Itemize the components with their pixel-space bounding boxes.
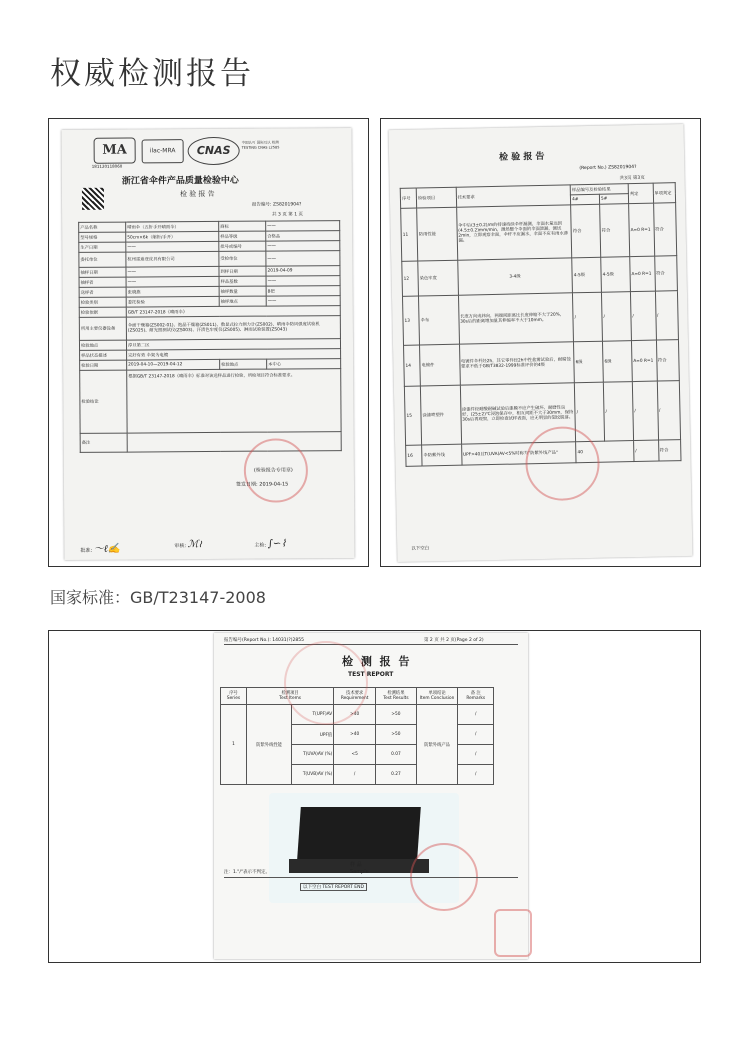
table-row: 序号 检验项目 技术要求 样品编号及检验结果 判定 单项判定 <box>400 183 675 199</box>
table-row: 15 涂漆喷塑件 涂漆件经耐酸耐碱试验后漆膜不应产生破坏、耐磨性良好，(25±2)℃浸泡保存中，相互间距不大于30mm，保持30s后再观察，立即检查试样表面，应无明显的裂纹脱落。 / / / / <box>404 381 680 446</box>
header-cell: 备 注 Remarks <box>458 688 494 705</box>
table-row: 14 电镀件 电镀件伞杆经2h，其它零件经2h中性盐雾试验后，耐腐蚀要求不低于GB/T3832-1999标准评价的4级 6级 6级 A=0 R=1 符合 <box>404 340 680 387</box>
report-image-cover <box>48 118 369 567</box>
table-row: 抽样日期 —— 到样日期 2019-04-09 <box>79 266 340 278</box>
report-title: 检 验 报 告 <box>499 151 545 163</box>
corner-seal <box>494 909 532 957</box>
table-row: 型号规格 50cm×6k（缩折/手开） 样品等级 合格品 <box>79 231 340 243</box>
table-row: 11 防雨性能 伞中后(3±0.2)/m的持速持续伞杆漏测，伞面水量达到(4.5±0.2)mm/min，测然整个伞面的伞面泄漏，测试2min，立即观察伞面，伞杆不应漏水，伞面不应有雨水渗漏。 符合 符合 A=0 R=1 符合 <box>401 203 677 262</box>
title-en: TEST REPORT <box>348 671 394 678</box>
header-cell: 技术要求 Requirement <box>334 688 376 705</box>
table-row: 12 染色牢度 3-4级 4-5级 4-5级 A=0 R=1 符合 <box>402 256 678 297</box>
table-row: 检验类别 委托检验 抽样地点 —— <box>79 296 340 308</box>
review-signature: 审核: ℳ≀ <box>174 539 203 551</box>
table-row: 检验依据 GB/T 23147-2018《晴雨伞》 <box>79 306 340 318</box>
table-row: 检验地点 淳旦第二区 <box>79 339 340 351</box>
header-rule <box>224 644 518 645</box>
header-cell: 检测项目 Test Items <box>246 688 333 705</box>
results-table <box>400 182 682 467</box>
header-cell: 序号 Series <box>221 688 247 705</box>
approve-signature: 批准: ～ℓ✍ <box>80 543 121 555</box>
table-row: 委托单位 杭州雷迪登皮具有限公司 受检单位 —— <box>79 251 340 268</box>
header-cell: 检测结果 Test Results <box>376 688 417 705</box>
table-row: 13 伞布 长度方向或纬向，两端间距离比长度伸缩不大于20%，30s后的距离增加量其伸缩率不大于10mm。 / / / / <box>402 291 678 346</box>
table-row: 16 伞防紫外线 UPF>40且T(UVA)AV<5%时称为"防紫外线产品" 40 / 符合 <box>406 440 681 467</box>
page-title: 权威检测报告 <box>50 56 254 92</box>
report-no: 报告编号: ZS8201904? <box>252 202 302 208</box>
report-results-sheet <box>389 124 693 562</box>
standard-label: 国家标准：GB/T23147-2008 <box>50 588 266 607</box>
sample-label-en: Sample <box>350 869 369 875</box>
table-row: 备注 <box>80 432 341 453</box>
table-row: T(UVB)AV (%) / 0.27 / <box>221 765 494 785</box>
page-info: 共 3 页 第 1 页 <box>272 212 304 218</box>
table-row: 4# 5# <box>400 193 675 209</box>
fabric-sample <box>297 807 421 859</box>
sample-label-cn: 样 品 <box>350 862 362 868</box>
report-title: 检 验 报 告 <box>179 189 215 199</box>
report-end: 以下空白 TEST REPORT END <box>300 883 367 891</box>
table-row: 所用主要仪器设备 伞面干燥箱(ZS002-01)、饱晶干燥箱(ZS011)、数显式拉力测力计(ZS002)、晴雨伞防风强度试验机(ZS025)、耐光照测试仪(ZS003)、汗渍色牢度仪(ZS005)、淋雨试验装置(ZS043) <box>79 316 340 341</box>
cnas-logo: CNAS <box>188 137 240 165</box>
table-row: UPF值 >40 >50 / <box>221 725 494 745</box>
report-image-results <box>380 118 701 567</box>
header-cell: 单项结论 Item Conclusion <box>416 688 458 705</box>
cover-table <box>78 220 342 453</box>
compile-signature: 主检: ∫∽⌇ <box>254 538 287 550</box>
qr-code <box>82 188 104 210</box>
table-row: 产品名称 晴雨伞（五折手开晴雨伞） 商标 —— <box>79 221 340 233</box>
page-info: 第 2 页 共 2 页(Page 2 of 2) <box>424 638 484 643</box>
official-seal <box>525 426 601 502</box>
note: 注：1."/"表示不判定。 <box>224 870 270 875</box>
report-cover-sheet <box>62 128 355 560</box>
table-row: T(UVA)AV (%) <5 0.07 / <box>221 745 494 765</box>
table-row: 样品状态描述 完好有效 伞架为电镀 <box>80 349 341 361</box>
ilac-logo: ilac-MRA <box>142 139 184 163</box>
report-no: (Report No.) ZS8201904? <box>579 164 637 172</box>
report-image-uv-test <box>48 630 701 963</box>
table-row: 抽样者 —— 样品基数 —— <box>79 276 340 288</box>
center-name: 浙江省伞件产品质量检验中心 <box>121 175 239 187</box>
cma-logo: MA <box>94 138 136 164</box>
watermark-seal <box>284 641 368 725</box>
seal-text: (检验报告专用章) <box>253 467 293 474</box>
report-no: 报告编号(Report No.): 14031(?)2855 <box>224 638 304 643</box>
table-row: 1 防紫外线性能 T(UPF)AV >40 >50 防紫外线产品 / <box>221 705 494 725</box>
table-row: 检验日期 2019-04-10—2019-04-12 检验地点 本中心 <box>80 359 341 371</box>
footer-rule <box>224 877 518 878</box>
cma-code: 181120118060 <box>91 163 123 169</box>
title-cn: 检 测 报 告 <box>342 655 412 668</box>
table-footer: 以下空白 <box>411 546 430 552</box>
table-row: 送样者 张晓燕 抽样数量 8把 <box>79 286 340 298</box>
page-info: 共3页 第3页 <box>619 175 645 182</box>
table-row: 生产日期 —— 批号或编号 —— <box>79 241 340 253</box>
uv-report-sheet <box>214 633 528 959</box>
table-row: 检验结论 根据GB/T 23147-2018《晴雨伞》标准对该送样品进行检验，所检项目符合标准要求。 <box>80 369 341 434</box>
cnas-text: 中国认可 国际互认 检测 TESTING CNAS L2585 <box>241 140 280 150</box>
issue-date: 签发日期: 2019-04-15 <box>235 481 289 488</box>
